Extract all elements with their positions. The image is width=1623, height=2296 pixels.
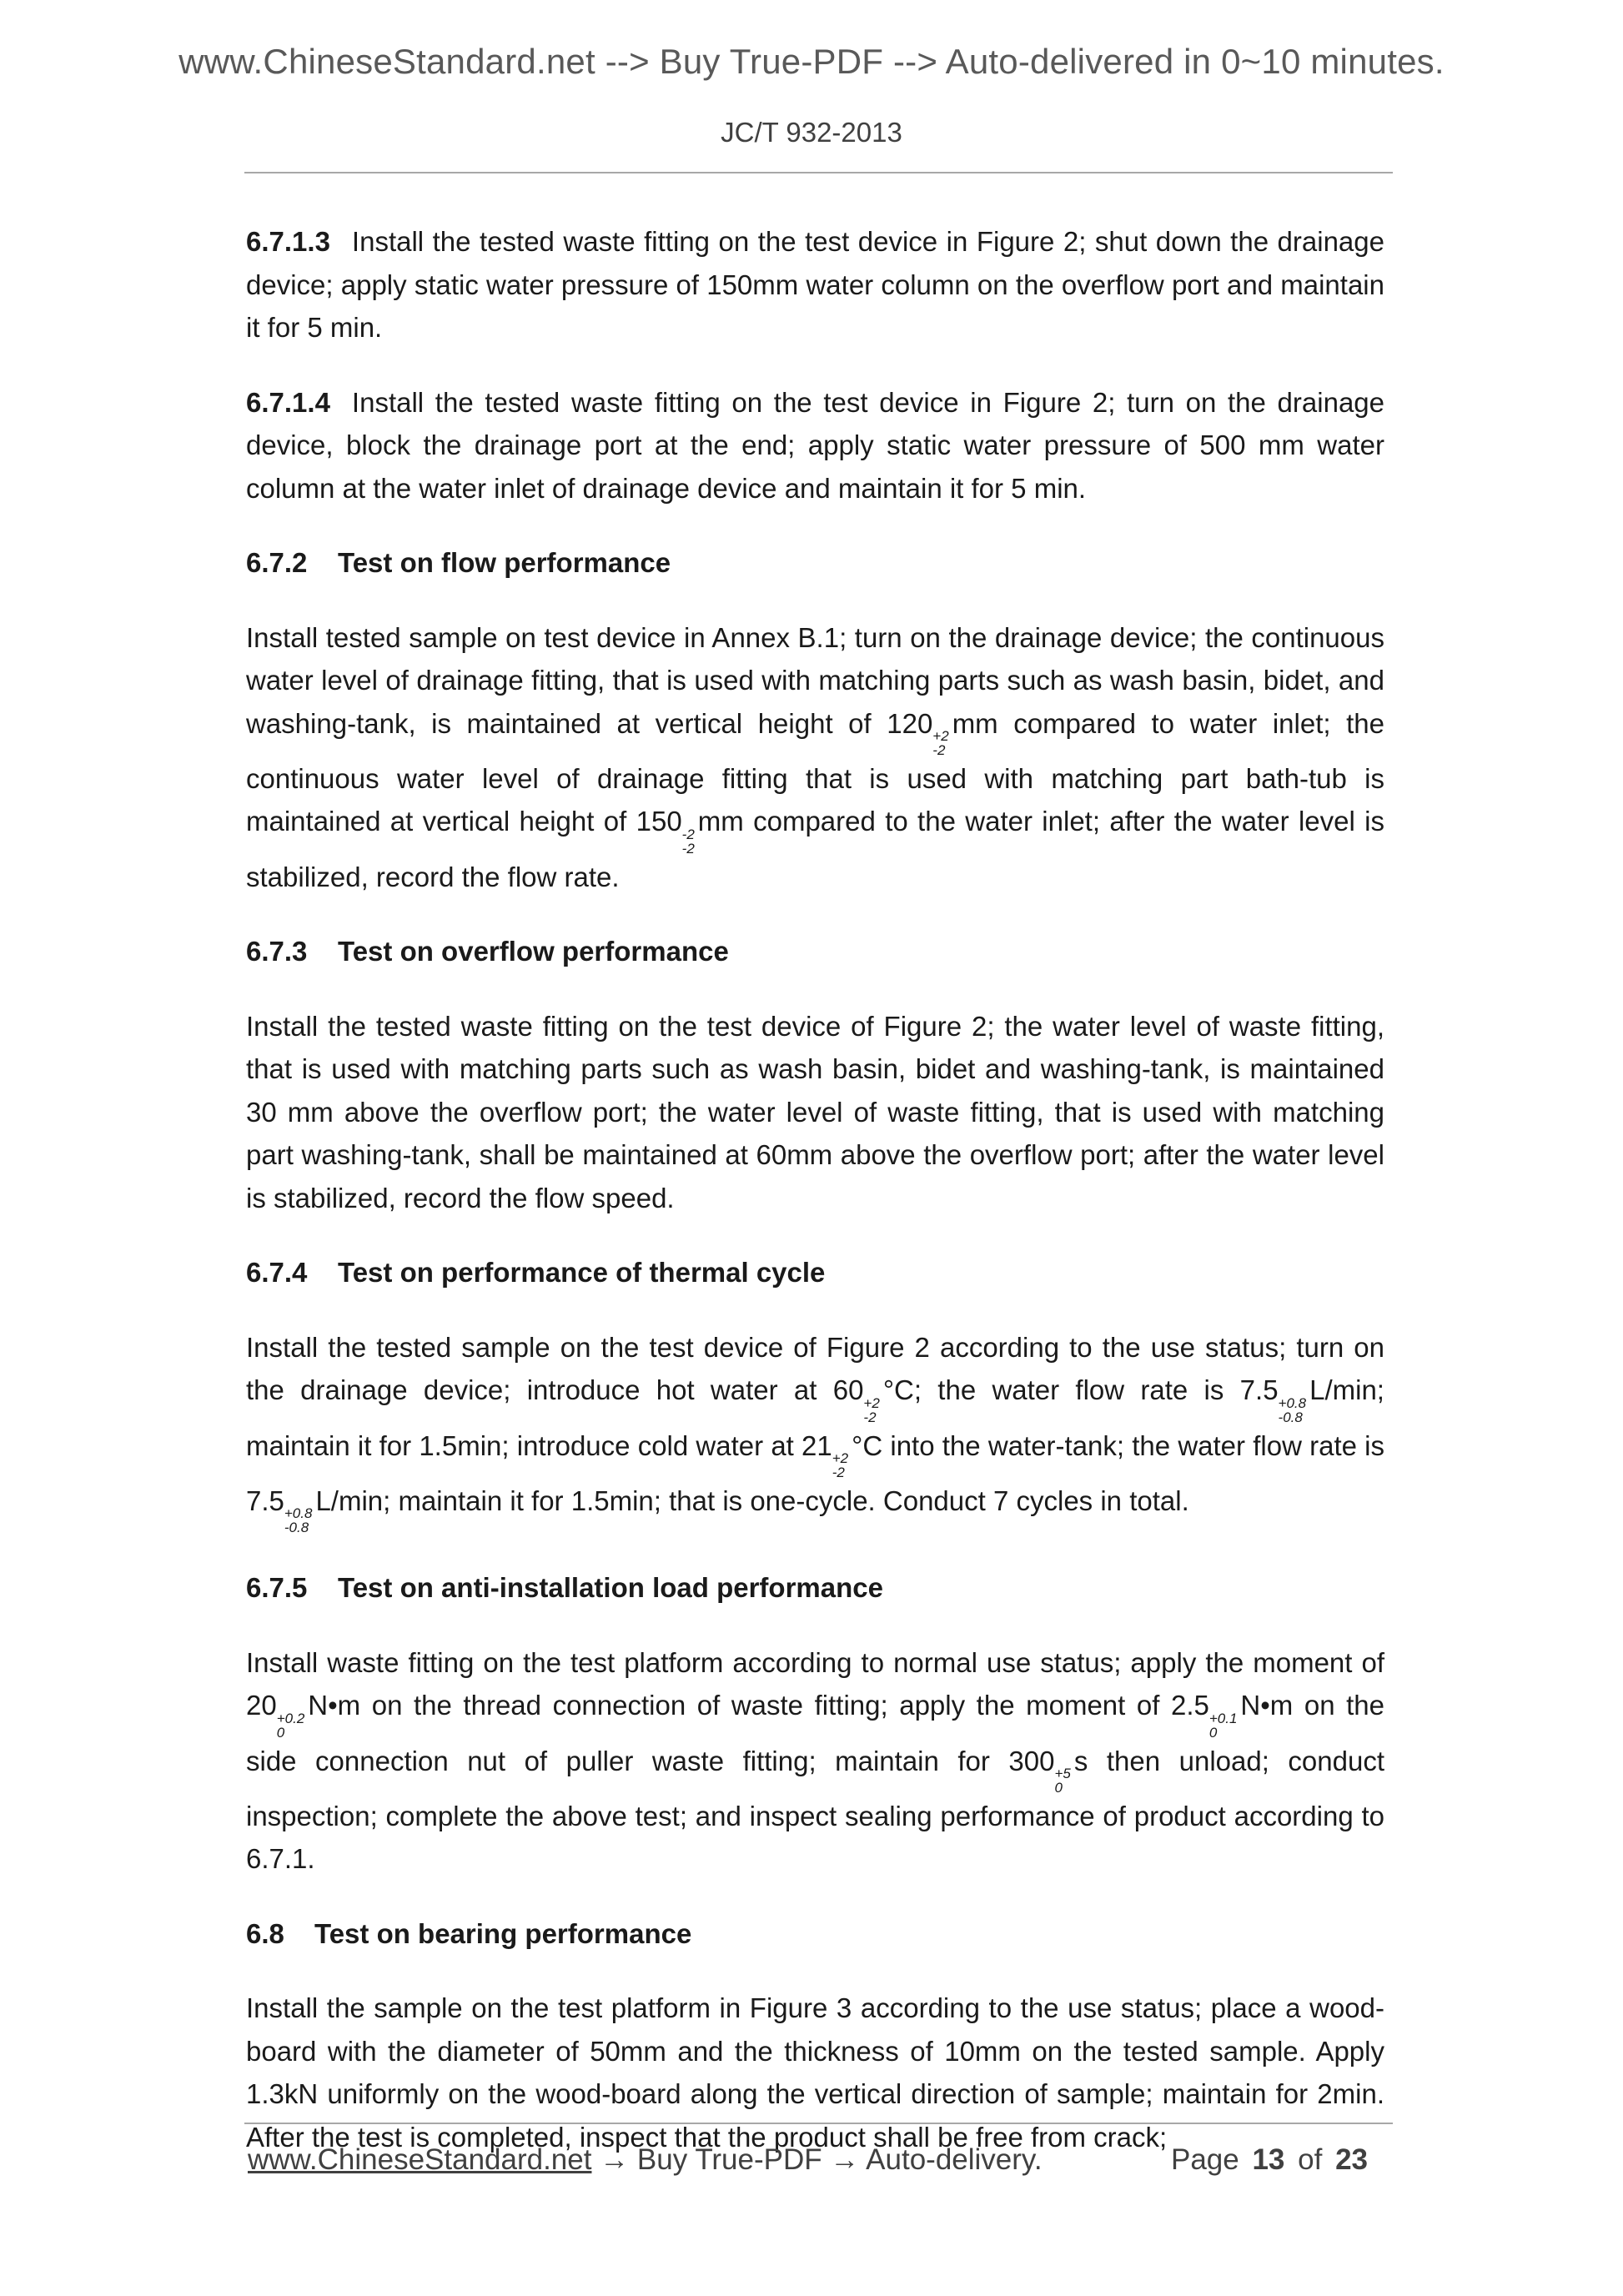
tolerance xyxy=(863,1396,879,1424)
text-run: °C into the water-tank; the water flow rate is 7.5 xyxy=(246,1429,1384,1516)
text-run: L/min; maintain it for 1.5min; that is one-cycle. Conduct 7 cycles in total. xyxy=(315,1485,1189,1516)
tolerance-lower: 0 xyxy=(276,1724,285,1741)
page-label: Page xyxy=(1170,2143,1239,2176)
tolerance-lower: -0.8 xyxy=(284,1520,309,1536)
tolerance-upper: +2 xyxy=(863,1394,880,1411)
heading-title: Test on bearing performance xyxy=(314,1917,692,1949)
text-run: °C; the water flow rate is 7.5 xyxy=(882,1374,1279,1406)
tolerance-lower: -2 xyxy=(681,840,695,857)
tolerance xyxy=(284,1506,313,1535)
clause-text: Install the tested waste fitting on the test device in Figure 2; shut down the drainage device; apply static water pressure of 150mm water column on the overflow port and maintain it for 5 min. xyxy=(246,226,1384,343)
footer-link[interactable]: www.ChineseStandard.net xyxy=(248,2143,592,2176)
standard-code: JC/T 932-2013 xyxy=(721,117,902,148)
tolerance-upper: -2 xyxy=(681,826,695,842)
heading-title: Test on anti-installation load performance xyxy=(338,1572,883,1604)
clause-6-7-1-3 xyxy=(246,220,1384,349)
text-run: mm compared to the water inlet; after the water level is stabilized, record the flow rate. xyxy=(246,806,1384,892)
tolerance xyxy=(832,1451,848,1480)
heading-6-8 xyxy=(246,1912,1384,1956)
heading-title: Test on performance of thermal cycle xyxy=(338,1257,826,1289)
text-run: N•m on the thread connection of waste fitting; apply the moment of 2.5 xyxy=(308,1690,1209,1721)
tolerance-lower: 0 xyxy=(1208,1724,1218,1741)
tolerance-upper: +0.1 xyxy=(1208,1710,1238,1726)
footer-divider xyxy=(244,2123,1393,2124)
tolerance xyxy=(1279,1396,1307,1424)
footer-text: → Buy True-PDF → Auto-delivery. xyxy=(591,2143,1043,2176)
text-run: Install waste fitting on the test platform according to normal use status; apply the moment of 20 xyxy=(246,1646,1384,1721)
paragraph-6-7-5 xyxy=(246,1641,1384,1881)
tolerance-upper: +0.8 xyxy=(284,1505,313,1522)
of-label: of xyxy=(1298,2143,1323,2176)
paragraph-6-7-2 xyxy=(246,616,1384,899)
text-run: mm compared to water inlet; the continuous water level of drainage fitting that is used with matching part bath-tub is maintained at vertical height of 150 xyxy=(246,707,1384,837)
heading-6-7-2 xyxy=(246,541,1384,585)
tolerance-lower: -2 xyxy=(932,741,946,758)
heading-number: 6.8 xyxy=(246,1917,284,1949)
heading-number: 6.7.3 xyxy=(246,936,308,967)
tolerance-lower: 0 xyxy=(1054,1779,1063,1796)
document-body xyxy=(246,220,1384,2190)
page-number: 13 xyxy=(1252,2143,1285,2176)
clause-number: 6.7.1.3 xyxy=(246,226,330,257)
text-run: Install the tested sample on the test device of Figure 2 according to the use status; turn on the drainage device; introduce hot water at 60 xyxy=(246,1331,1384,1406)
tolerance xyxy=(1209,1711,1238,1740)
clause-number: 6.7.1.4 xyxy=(246,386,330,418)
tolerance-lower: -2 xyxy=(863,1409,877,1425)
tolerance-upper: +2 xyxy=(932,727,949,744)
footer-note xyxy=(248,2143,1043,2177)
top-banner: www.ChineseStandard.net --> Buy True-PDF --> Auto-delivered in 0~10 minutes. xyxy=(178,42,1445,81)
page-indicator xyxy=(1171,2143,1373,2177)
heading-title: Test on overflow performance xyxy=(338,936,729,967)
tolerance xyxy=(1054,1766,1070,1795)
paragraph-6-7-4 xyxy=(246,1326,1384,1535)
tolerance xyxy=(682,827,695,856)
tolerance xyxy=(277,1711,305,1740)
heading-number: 6.7.4 xyxy=(246,1257,308,1289)
heading-6-7-5 xyxy=(246,1566,1384,1610)
tolerance-upper: +5 xyxy=(1054,1765,1071,1781)
heading-number: 6.7.2 xyxy=(246,547,308,578)
text-run: N•m on the side connection nut of puller waste fitting; maintain for 300 xyxy=(246,1690,1384,1776)
heading-6-7-4 xyxy=(246,1251,1384,1294)
clause-text: Install the tested waste fitting on the test device in Figure 2; turn on the drainage device, block the drainage port at the end; apply static water pressure of 500 mm water column at the water inlet of drainage device and maintain it for 5 min. xyxy=(246,386,1384,504)
paragraph-6-8: Install the sample on the test platform in Figure 3 according to the use status; place a wood-board with the diameter of 50mm and the thickness of 10mm on the tested sample. Apply 1.3kN uniformly on the wood-board along the vertical direction of sample; maintain for 2min. After the test is completed, inspect that the product shall be free from crack; xyxy=(246,1992,1384,2153)
heading-6-7-3 xyxy=(246,930,1384,973)
tolerance-upper: +0.2 xyxy=(276,1710,305,1726)
text-run: L/min; maintain it for 1.5min; introduce cold water at 21 xyxy=(246,1374,1384,1461)
tolerance-upper: +0.8 xyxy=(1278,1394,1307,1411)
tolerance-upper: +2 xyxy=(832,1449,849,1466)
heading-title: Test on flow performance xyxy=(338,547,671,578)
paragraph-6-7-3: Install the tested waste fitting on the test device of Figure 2; the water level of waste fitting, that is used with matching parts such as wash basin, bidet and washing-tank, is maintained 30 mm above the overflow port; the water level of waste fitting, that is used with matching part washing-tank, shall be maintained at 60mm above the overflow port; after the water level is stabilized, record the flow speed. xyxy=(246,1010,1384,1213)
text-run: Install tested sample on test device in Annex B.1; turn on the drainage device; the continuous water level of drainage fitting, that is used with matching parts such as wash basin, bidet, and washing-tank, is maintained at vertical height of 120 xyxy=(246,621,1384,739)
total-pages: 23 xyxy=(1335,2143,1368,2176)
tolerance-lower: -0.8 xyxy=(1278,1409,1303,1425)
heading-number: 6.7.5 xyxy=(246,1572,308,1604)
tolerance-lower: -2 xyxy=(832,1464,845,1480)
text-run: s then unload; conduct inspection; complete the above test; and inspect sealing performance of product according to 6.7.1. xyxy=(246,1745,1384,1875)
clause-6-7-1-4 xyxy=(246,381,1384,510)
header-divider xyxy=(244,172,1393,173)
tolerance xyxy=(932,729,948,757)
